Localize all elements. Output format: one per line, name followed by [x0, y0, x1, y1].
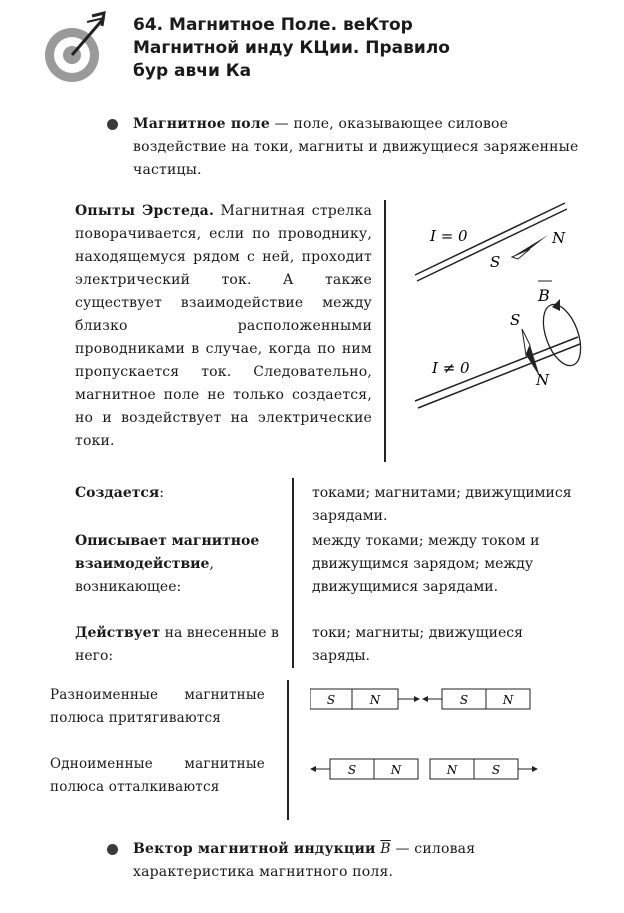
bullet-point [107, 119, 118, 130]
oersted-term: Опыты Эрстеда. [75, 203, 215, 219]
oersted-diagram [400, 195, 590, 420]
induction-definition [133, 838, 588, 884]
column-divider [384, 200, 386, 462]
oersted-text: Магнитная стрелка поворачивается, если по проводнику, находящемуся рядом с ней, проходит электрический ток. А также существует взаимодействие между близко расположенными проводниками в случае, когда по ним пропускается ток. Следовательно, магнитное поле не только создается, но и воздействует на электрические токи. [75, 203, 372, 449]
label-n-bottom: N [536, 371, 550, 389]
row-acts-label: Действует на внесенные в него: [75, 625, 279, 664]
field-definition [133, 113, 588, 182]
pole-label: S [326, 693, 336, 707]
label-s-top: S [490, 253, 501, 271]
label-current-nonzero: I ≠ 0 [432, 359, 470, 377]
label-b: B [538, 286, 550, 305]
oersted-paragraph [75, 200, 372, 453]
induction-symbol: $\overline{B}$ [380, 841, 391, 857]
label-current-zero: I = 0 [430, 227, 468, 245]
repel-text: Одноименные магнитные полюса отталкиваются [50, 756, 265, 795]
induction-term: Вектор магнитной индукции [133, 841, 376, 857]
row-acts-value: токи; магниты; движущиеся заряды. [312, 625, 523, 664]
field-loop [536, 299, 588, 370]
field-text: — поле, оказывающее силовое воздействие на токи, магниты и движущиеся заряженные частицы. [133, 116, 579, 178]
label-n-top: N [552, 229, 566, 247]
induction-text: — силовая характеристика магнитного поля. [133, 841, 476, 880]
pole-label: N [446, 763, 458, 777]
compass-needle-top [512, 235, 548, 259]
magnets-diagram [310, 683, 550, 793]
pole-label: N [390, 763, 402, 777]
table-divider [292, 478, 294, 668]
row-describes-label: Описывает магнитное взаимодействие, возникающее: [75, 533, 260, 595]
bullet-point [107, 844, 118, 855]
label-s-bottom: S [510, 311, 521, 329]
poles-divider [287, 680, 289, 820]
pole-label: N [502, 693, 514, 707]
pole-label: S [347, 763, 357, 777]
pole-label: S [459, 693, 469, 707]
pole-label: S [491, 763, 501, 777]
row-created-value: токами; магнитами; движущимися зарядами. [312, 485, 572, 524]
row-created-label: Создается: [75, 485, 164, 501]
pole-label: N [369, 693, 381, 707]
row-describes-value: между токами; между током и движущимся зарядом; между движущимися зарядами. [312, 533, 540, 595]
field-term: Магнитное поле [133, 116, 270, 132]
target-arrow-logo [42, 10, 122, 90]
magnet-attract-left [310, 689, 398, 709]
attract-text: Разноименные магнитные полюса притягиваются [50, 687, 265, 726]
section-title: 64. Магнитное Поле. веКтор Магнитной инду КЦии. Правило бур авчи Ка [133, 15, 450, 81]
